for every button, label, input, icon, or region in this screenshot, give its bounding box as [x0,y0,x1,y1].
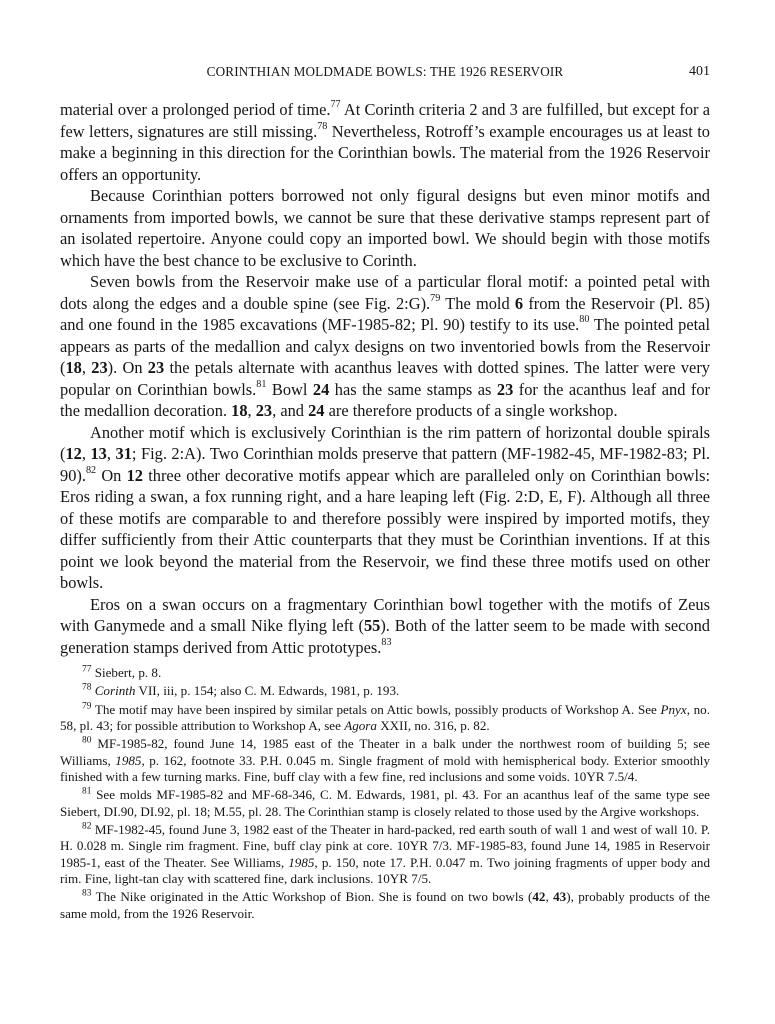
catalog-number: 23 [496,379,514,399]
catalog-number: 24 [312,379,330,399]
footnote-ref-83: 83 [381,636,392,648]
footnote-82: $^{82}$ MF-1982-45, found June 3, 1982 east of the Theater in hard-packed, red earth south of wall 1 and west of wall 10. P. H. 0.028 m. Single rim fragment. Fine, buff clay pink at core. 10YR 7/3. MF-1985-83, found June 14, 1985 in Reservoir 1985-1, east of the Theater. See Williams, 1985, p. 150, note 17. P.H. 0.047 m. Two joining fragments of upper body and rim. Fine, light-tan clay with scattered fine, dark inclusions. 10YR 7/5. [60,821,710,887]
catalog-number: 18 [231,401,248,420]
catalog-number: 42 [532,889,546,905]
catalog-number: 12 [126,465,143,485]
catalog-number: 23 [91,358,108,377]
paragraph-4: Another motif which is exclusively Corinthian is the rim pattern of horizontal double spirals (12, 13, 31; Fig. 2:A). Two Corinthian molds preserve that pattern (MF-1982-45, MF-1982-83; Pl. 90).$^{82}$ On 12 three other decorative motifs appear which are paralleled only on Corinthian bowls: Eros riding a swan, a fox running right, and a hare leaping left (Fig. 2:D, E, F). Although all three of these motifs are comparable to and therefore possibly were inspired by imported motifs, they differ sufficiently from their Attic counterparts that they must be Corinthian inventions. If at this point we look beyond the material from the Reservoir, we find these three motifs used on other bowls. [60,422,711,592]
catalog-number: 55 [363,616,381,635]
catalog-number: 23 [255,401,273,420]
footnote-ref-80: 80 [579,314,590,326]
footnote-ref-79: 79 [430,292,441,304]
paragraph-2: Because Corinthian potters borrowed not only figural designs but even minor motifs and ornaments from imported bowls, we cannot be sure that these derivative stamps represent part of an isolated repertoire. Anyone could copy an imported bowl. We should begin with those motifs which have the best chance to be exclusive to Corinth. [60,186,710,270]
footnote-79: $^{79}$ The motif may have been inspired by similar petals on Attic bowls, possibly products of Workshop A. See Pnyx, no. 58, pl. 43; for possible attribution to Workshop A, see Agora XXII, no. 316, p. 82. [60,701,710,734]
paragraph-3: Seven bowls from the Reservoir make use of a particular floral motif: a pointed petal with dots along the edges and a double spine (see Fig. 2:G).$^{79}$ The mold 6 from the Reservoir (Pl. 85) and one found in the 1985 excavations (MF-1985-82; Pl. 90) testify to its use.$^{80}$ The pointed petal appears as parts of the medallion and calyx designs on two inventoried bowls from the Reservoir (18, 23). On 23 the petals alternate with acanthus leaves with dotted spines. The latter were very popular on Corinthian bowls.$^{81}$ Bowl 24 has the same stamps as 23 for the acanthus leaf and for the medallion decoration. 18, 23, and 24 are therefore products of a single workshop. [60,272,710,420]
running-head [60,64,710,82]
footnote-ref-78: 78 [317,120,328,132]
catalog-number: 13 [90,444,107,463]
paragraph-1: material over a prolonged period of time.$^{77}$ At Corinth criteria 2 and 3 are fulfilled, but except for a few letters, signatures are still missing.$^{78}$ Nevertheless, Rotroff’s example encourages us at least to make a beginning in this direction for the Corinthian bowls. The material from the 1926 Reservoir offers an opportunity. [60,99,710,184]
running-title: CORINTHIAN MOLDMADE BOWLS: THE 1926 RESERVOIR [206,64,564,79]
footnotes [60,665,710,924]
footnote-78: $^{78}$ Corinth VII, iii, p. 154; also C. M. Edwards, 1981, p. 193. [82,682,400,699]
paragraph-5: Eros on a swan occurs on a fragmentary Corinthian bowl together with the motifs of Zeus with Ganymede and a small Nike flying left (55). Both of the latter seem to be made with second generation stamps derived from Attic prototypes.$^{83}$ [60,594,710,657]
footnote-80: $^{80}$ MF-1985-82, found June 14, 1985 east of the Theater in a balk under the northwest room of building 5; see Williams, 1985, p. 162, footnote 33. P.H. 0.045 m. Single fragment of mold with hemispherical body. Exterior smoothly finished with a few turning marks. Fine, buff clay with a few fine, red inclusions and some voids. 10YR 7.5/4. [60,736,710,785]
footnote-ref-77: 77 [330,99,341,111]
catalog-number: 6 [514,293,524,313]
footnote-83: $^{83}$ The Nike originated in the Attic Workshop of Bion. She is found on two bowls (42, 43), probably products of the same mold, from the 1926 Reservoir. [60,889,710,921]
catalog-number: 31 [115,444,132,463]
footnote-81: $^{81}$ See molds MF-1985-82 and MF-68-346, C. M. Edwards, 1981, pl. 43. For an acanthus leaf of the same type see Siebert, DI.90, DI.92, pl. 18; M.55, pl. 28. The Corinthian stamp is closely related to those used by the Argive workshops. [60,787,710,819]
catalog-number: 43 [553,889,567,905]
footnote-ref-82: 82 [85,464,97,476]
catalog-number: 12 [65,444,82,463]
footnote-ref-81: 81 [256,378,267,390]
page-number: 401 [689,64,710,79]
footnote-77: $^{77}$ Siebert, p. 8. [82,664,162,680]
body-text [60,99,710,658]
catalog-number: 18 [65,358,82,377]
catalog-number: 23 [147,358,165,377]
catalog-number: 24 [308,401,325,420]
